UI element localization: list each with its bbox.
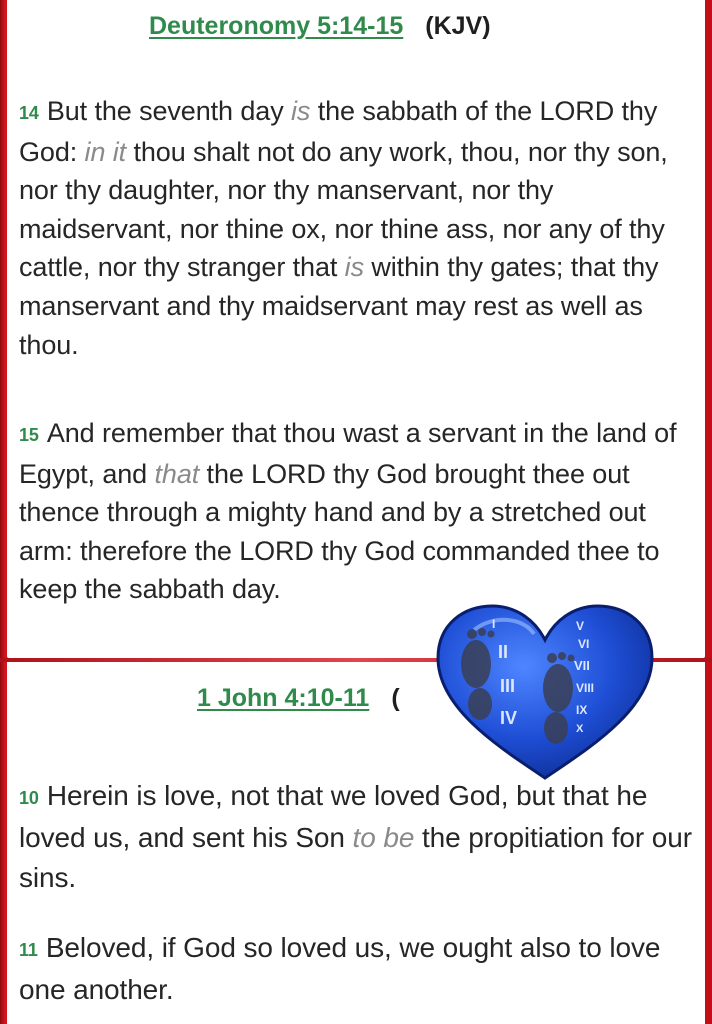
verse-text: the sabbath of the LORD thy God: [19,96,658,167]
verse-10 [19,776,697,898]
verse-italic-text: that [154,458,200,489]
verse-text: within thy gates; that thy manservant and thy maidservant may rest as well as thou. [19,252,659,360]
roman-numeral-7: VII [574,658,590,673]
john-heading [197,684,400,713]
roman-numeral-3: III [500,676,516,696]
verse-italic-text: in it [84,136,127,167]
verse-italic-text: to be [352,822,415,853]
verse-number: 11 [19,940,38,960]
roman-numeral-5: V [576,619,585,633]
verse-15 [19,414,697,609]
version-label: (KJV) [425,12,491,40]
version-label: ( [391,684,400,712]
roman-numeral-1: I [492,617,496,631]
verse-text: Beloved, if God so loved us, we ought also to love one another. [19,932,661,1005]
verse-text: the propitiation for our sins. [19,822,692,893]
verse-text: And remember that thou wast a servant in the land of Egypt, and [19,418,677,489]
deuteronomy-heading [149,12,491,41]
verse-text: But the seventh day [46,96,291,126]
roman-numeral-8: VIII [576,681,595,695]
roman-numeral-2: II [498,642,509,662]
verse-number: 15 [19,425,39,445]
roman-numeral-4: IV [500,708,518,728]
verse-text: the LORD thy God brought thee out thence through a mighty hand and by a stretched out arm: therefore the LORD thy God commanded thee to keep the sabbath day. [19,458,660,605]
roman-numeral-9: IX [576,703,588,717]
verse-number: 14 [19,103,39,123]
blue-heart-footprints-icon [434,600,656,782]
john-reference-link[interactable]: 1 John 4:10-11 [197,684,370,712]
verse-text: thou shalt not do any work, thou, nor thy son, nor thy daughter, nor thy manservant, nor thy maidservant, nor thine ox, nor thine ass, nor any of thy cattle, nor thy stranger that [19,136,668,283]
verse-text: Herein is love, not that we loved God, but that he loved us, and sent his Son [19,780,648,853]
verse-number: 10 [19,788,39,808]
deuteronomy-reference-link[interactable]: Deuteronomy 5:14-15 [149,12,404,40]
verse-11 [19,928,697,1010]
verse-14 [19,92,697,364]
verse-italic-text: is [291,96,311,126]
roman-numeral-10: X [576,723,584,735]
roman-numeral-6: VI [578,637,590,651]
verse-italic-text: is [344,252,364,283]
